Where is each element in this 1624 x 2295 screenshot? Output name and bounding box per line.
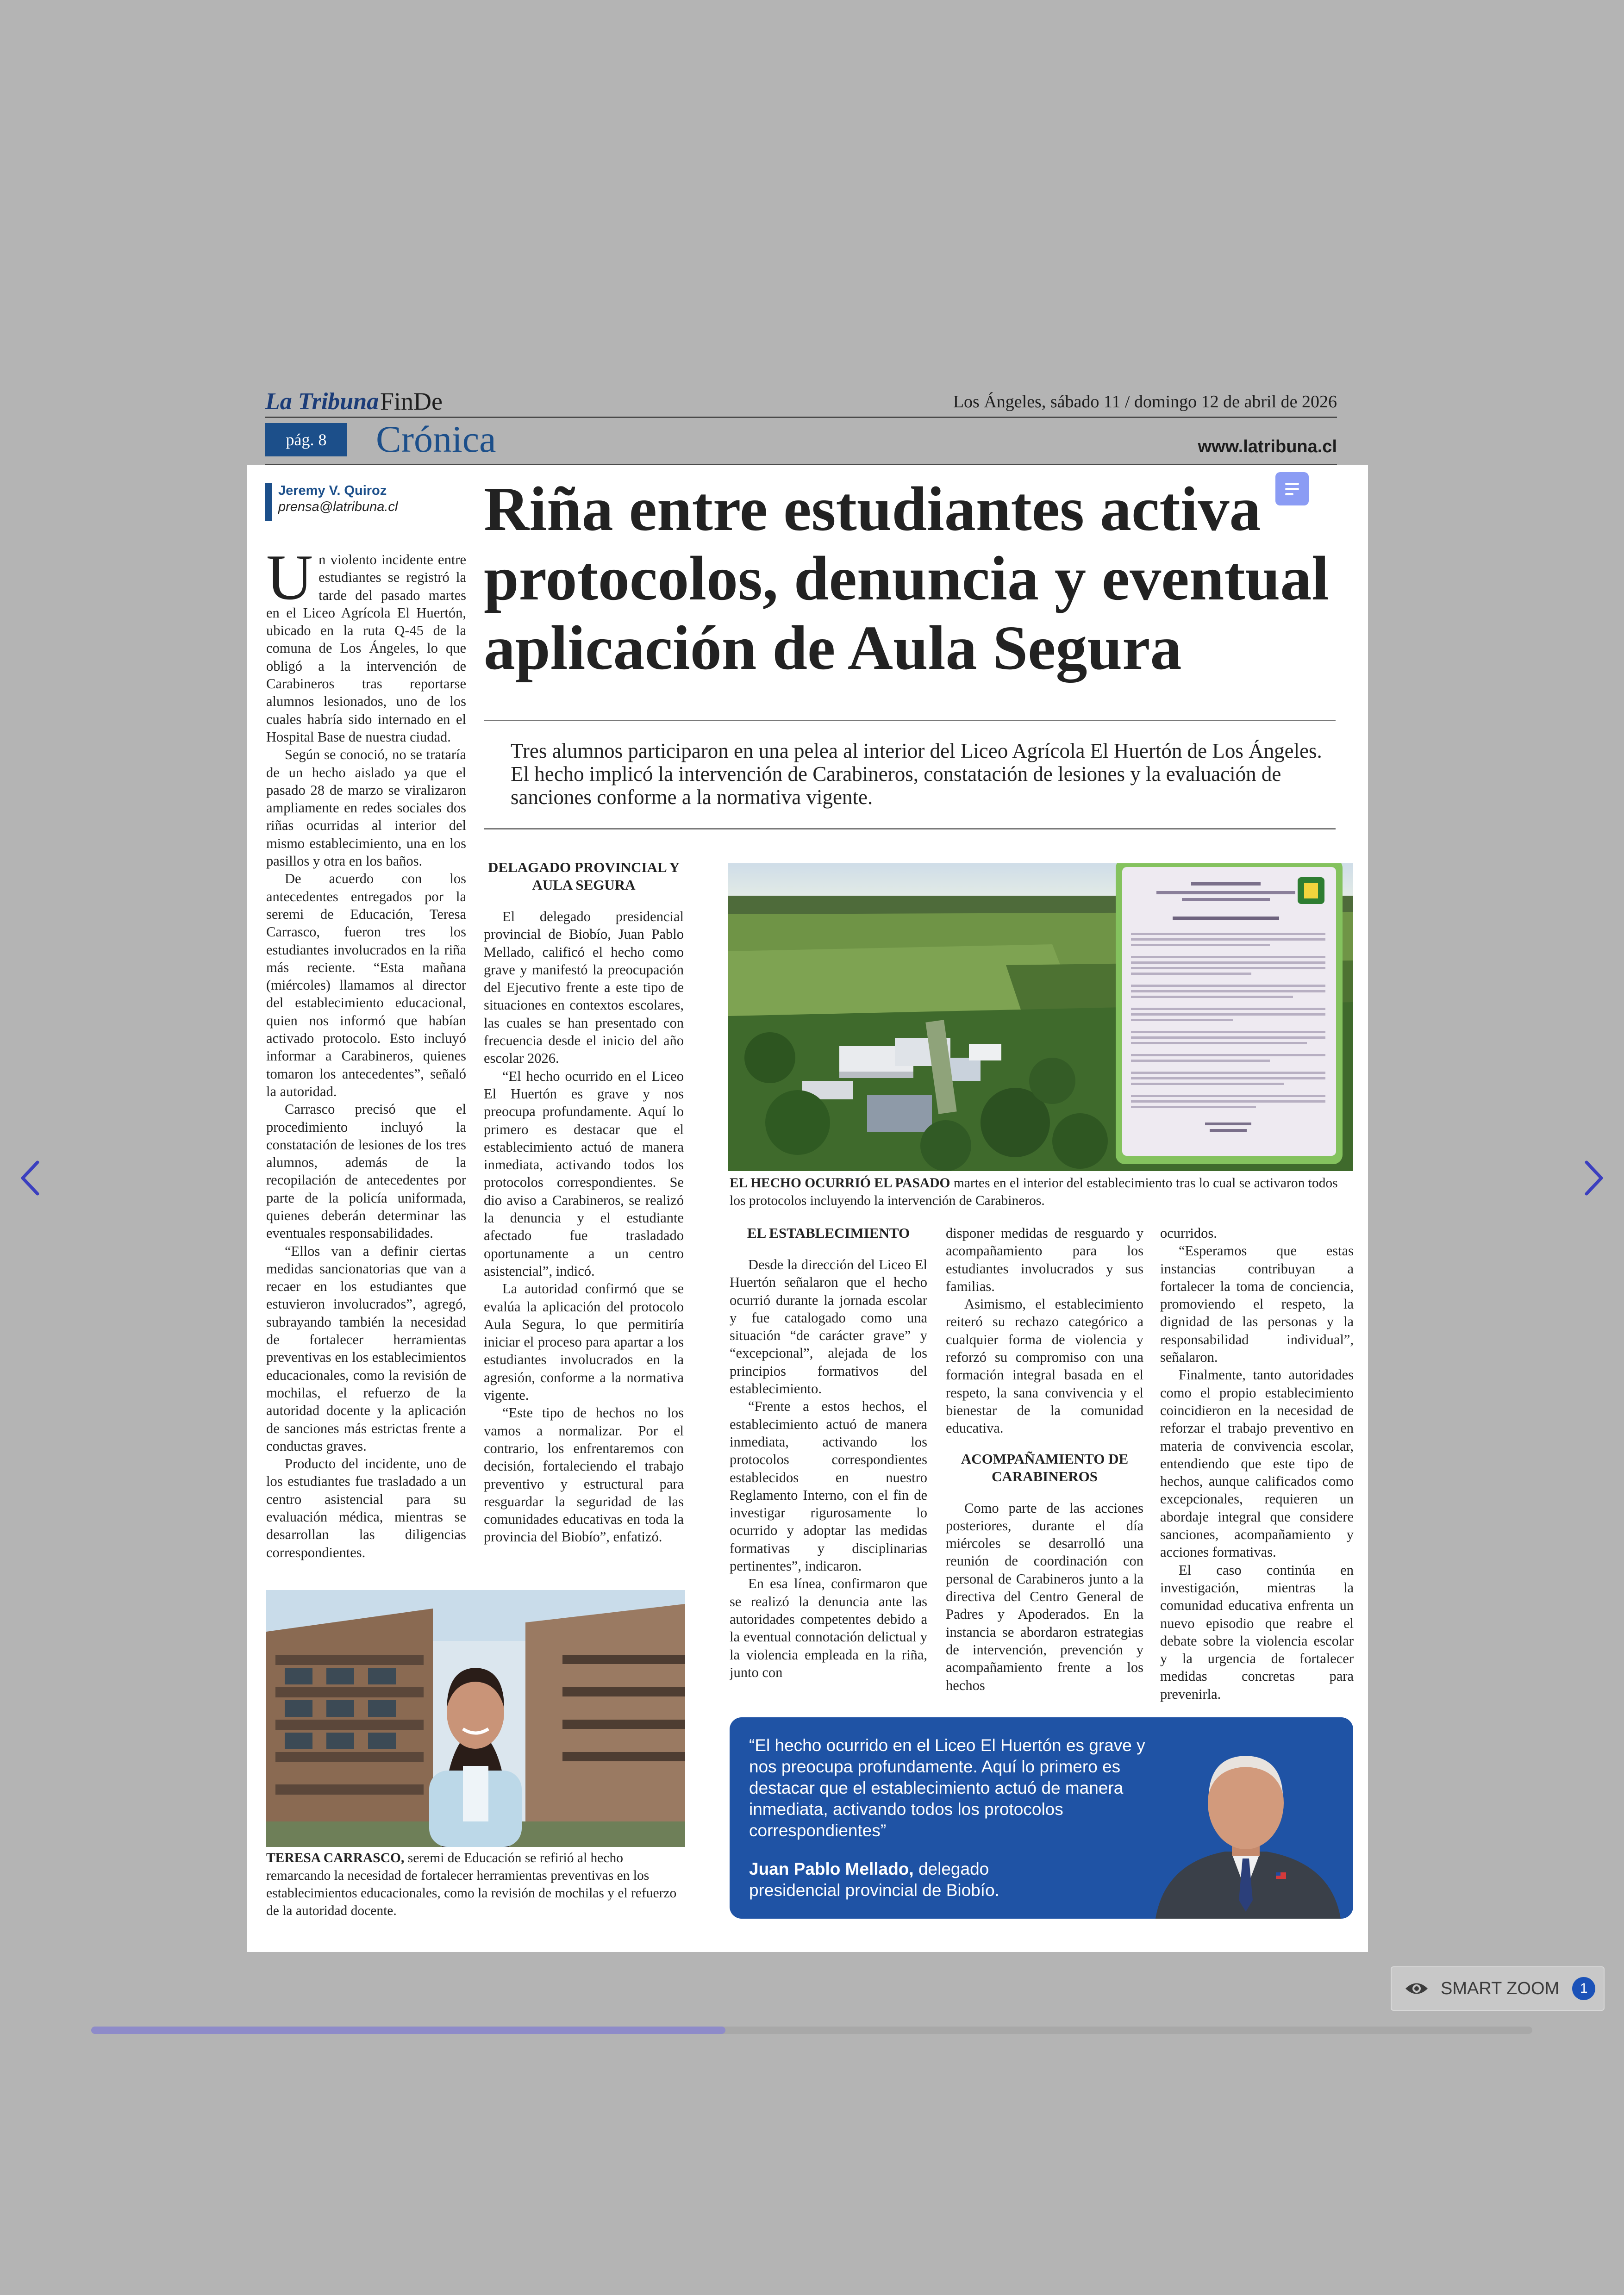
subheading: DELAGADO PROVINCIAL Y AULA SEGURA [488, 859, 680, 893]
aerial-photo [728, 863, 1353, 1171]
pull-quote-box [730, 1717, 1353, 1919]
paragraph: De acuerdo con los antecedentes entregados por la seremi de Educación, Teresa Carrasco, fueron tres los estudiantes involucrados en la riña más reciente. “Esta mañana (miércoles) llamamos al director del establecimiento educacional, quien nos informó que habían activado protocolo. Esto incluyó informar a Carabineros, quienes tomaron los antecedentes”, señaló la autoridad. [266, 871, 466, 1099]
page-number-tag: pág. 8 [265, 423, 347, 456]
paragraph: Según se conoció, no se trataría de un hecho aislado ya que el pasado 28 de marzo se viralizaron ampliamente en redes sociales dos riñas ocurridas al interior del mismo establecimiento, una en los pasillos y otra en los baños. [266, 747, 466, 869]
paragraph: n violento incidente entre estudiantes se registró la tarde del pasado martes en el Liceo Agrícola El Huertón, ubicado en la ruta Q-45 de la comuna de Los Ángeles, lo que obligó a la intervención de Carabineros tras reportarse alumnos lesionados, uno de los cuales habría sido internado en el Hospital Base de nuestra ciudad. [266, 552, 466, 745]
delegate-portrait [1137, 1724, 1353, 1919]
page-progress-fill [91, 2027, 725, 2034]
byline [265, 483, 398, 521]
smart-zoom-button[interactable] [1391, 1966, 1605, 2011]
eye-icon [1405, 1981, 1429, 1996]
pull-quote-attribution [749, 1858, 1073, 1901]
paragraph: Desde la dirección del Liceo El Huertón señalaron que el hecho ocurrió durante la jornada escolar y fue catalogado como una situación “de carácter grave” y “excepcional”, alejada de los principios formativos del establecimiento. [730, 1257, 927, 1397]
paragraph: ocurridos. [1160, 1225, 1217, 1241]
portrait-caption [266, 1849, 685, 1920]
subheading: ACOMPAÑAMIENTO DE CARABINEROS [961, 1450, 1129, 1484]
photo-caption-lead: EL HECHO OCURRIÓ EL PASADO [730, 1176, 950, 1191]
portrait-caption-text: seremi de Educación se refirió al hecho remarcando la necesidad de fortalecer herramientas preventivas en los establecimientos educacionales, como la revisión de mochilas y el refuerzo de la autoridad docente. [266, 1851, 677, 1918]
paragraph: Asimismo, el establecimiento reiteró su rechazo categórico a cualquier forma de violencia y reforzó su compromiso con una formación integral basada en el respeto, la sana convivencia y el bienestar de la comunidad educativa. [946, 1296, 1143, 1436]
pull-quote-role: delegado presidencial provincial de Biobío. [749, 1859, 999, 1900]
paragraph: “Ellos van a definir ciertas medidas sancionatorias que van a recaer en los estudiantes que estuvieron involucrados”, agregó, subrayando también la necesidad de fortalecer herramientas preventivas en los establecimientos educacionales, como la revisión de mochilas, el refuerzo de la autoridad docente y la aplicación de sanciones más estrictas frente a conductas graves. [266, 1243, 466, 1454]
paragraph: El delegado presidencial provincial de Biobío, Juan Pablo Mellado, calificó el hecho como grave y manifestó la preocupación del Ejecutivo frente a este tipo de situaciones en contextos escolares, las cuales se han presentado con frecuencia desde el inicio del año escolar 2026. [484, 909, 684, 1066]
portrait-caption-lead: TERESA CARRASCO, [266, 1851, 405, 1865]
headline-rule [484, 720, 1336, 721]
paragraph: Carrasco precisó que el procedimiento incluyó la constatación de lesiones de los tres alumnos, además de la recopilación de antecedentes por parte de la policía uniformada, quienes deberán determinar las eventuales responsabilidades. [266, 1101, 466, 1241]
website-url: www.latribuna.cl [1198, 437, 1337, 456]
paragraph: En esa línea, confirmaron que se realizó la denuncia ante las autoridades competentes debido a la eventual connotación delictual y la violencia empleada en la riña, junto con [730, 1576, 927, 1680]
chevron-left-icon [20, 1160, 40, 1197]
paragraph: Finalmente, tanto autoridades como el propio establecimiento coincidieron en la necesidad de reforzar el trabajo preventivo en materia de convivencia escolar, entendiendo que este tipo de hechos, aunque calificados como excepcionales, requieren un abordaje integral que considere sanciones, acompañamiento y acciones formativas. [1160, 1367, 1354, 1560]
subheading: EL ESTABLECIMIENTO [747, 1225, 910, 1241]
article-column-5 [1160, 1224, 1354, 1706]
supplement-name: FinDe [380, 387, 443, 415]
lede: Tres alumnos participaron en una pelea al interior del Liceo Agrícola El Huertón de Los Ángeles. El hecho implicó la intervención de Carabineros, constatación de lesiones y la evaluación de sanciones conforme a la normativa vigente. [511, 739, 1322, 809]
brand-logo: La Tribuna [265, 388, 379, 415]
photo-caption-text: martes en el interior del establecimiento tras lo cual se activaron todos los protocolos incluyendo la intervención de Carabineros. [730, 1176, 1338, 1208]
masthead [265, 388, 1337, 416]
note-icon[interactable] [1275, 472, 1309, 505]
drop-cap: U [266, 551, 313, 613]
author-name: Jeremy V. Quiroz [278, 483, 387, 498]
paragraph: “Frente a estos hechos, el establecimiento actuó de manera inmediata, activando los protocolos correspondientes establecidos en nuestro Reglamento Interno, con el fin de investigar rigurosamente lo ocurrido y adoptar las medidas formativas y disciplinarias pertinentes”, indicaron. [730, 1398, 927, 1574]
next-page-button[interactable] [1564, 1153, 1624, 1204]
aerial-photo-image [728, 863, 1353, 1171]
author-email: prensa@latribuna.cl [278, 499, 398, 514]
section-rule [265, 464, 1337, 465]
lede-rule [484, 828, 1336, 829]
section-title: Crónica [376, 418, 496, 460]
photo-caption [730, 1174, 1355, 1210]
paragraph: El caso continúa en investigación, mientras la comunidad educativa enfrenta un nuevo episodio que reabre el debate sobre la violencia escolar y la urgencia de fortalecer medidas concretas para prevenirla. [1160, 1562, 1354, 1702]
paragraph: Producto del incidente, uno de los estudiantes fue trasladado a un centro asistencial para su evaluación médica, mientras se desarrollan las diligencias correspondientes. [266, 1456, 466, 1560]
smart-zoom-count-badge: 1 [1572, 1977, 1595, 2000]
article-column-4 [946, 1224, 1143, 1706]
paragraph: “El hecho ocurrido en el Liceo El Huertón es grave y nos preocupa profundamente. Aquí lo primero es destacar que el establecimiento actuó de manera inmediata, activando todos los protocolos correspondientes. Se dio aviso a Carabineros, se realizó la denuncia y el estudiante afectado fue trasladado oportunamente a un centro asistencial”, indicó. [484, 1068, 684, 1279]
smart-zoom-label: SMART ZOOM [1441, 1978, 1560, 1998]
article-column-2 [484, 859, 684, 1574]
newspaper-page [247, 465, 1368, 1952]
headline: Riña entre estudiantes activa protocolos, denuncia y eventual aplicación de Aula Segura [484, 474, 1330, 683]
paragraph: La autoridad confirmó que se evalúa la aplicación del protocolo Aula Segura, lo que permitiría iniciar el proceso para apartar a los estudiantes involucrados en la agresión, conforme a la normativa vigente. [484, 1281, 684, 1403]
article-column-3 [730, 1224, 927, 1706]
paragraph: “Este tipo de hechos no los vamos a normalizar. Por el contrario, los enfrentaremos con decisión, fortaleciendo el trabajo preventivo y estructural para resguardar la seguridad de las comunidades educativas en toda la provincia del Biobío”, enfatizó. [484, 1405, 684, 1545]
paragraph: disponer medidas de resguardo y acompañamiento para los estudiantes involucrados y sus familias. [946, 1225, 1143, 1294]
pull-quote-text: “El hecho ocurrido en el Liceo El Huertón es grave y nos preocupa profundamente. Aquí lo primero es destacar que el establecimiento actuó de manera inmediata, activando todos los protocolos correspondientes” [749, 1736, 1145, 1840]
previous-page-button[interactable] [0, 1153, 60, 1204]
portrait-photo [266, 1590, 685, 1847]
dateline: Los Ángeles, sábado 11 / domingo 12 de abril de 2026 [953, 392, 1337, 412]
article-column-1 [266, 551, 466, 1572]
chevron-right-icon [1584, 1160, 1604, 1197]
paragraph: Como parte de las acciones posteriores, durante el día miércoles se desarrolló una reunión de coordinación con personal de Carabineros junto a la directiva del Centro General de Padres y Apoderados. En la instancia se abordaron estrategias de intervención, prevención y acompañamiento frente a los hechos [946, 1500, 1143, 1693]
portrait-image [266, 1590, 685, 1847]
pull-quote-name: Juan Pablo Mellado, [749, 1859, 914, 1878]
paragraph: “Esperamos que estas instancias contribuyan a fortalecer la toma de conciencia, promoviendo el respeto, la dignidad de las personas y la responsabilidad individual”, señalaron. [1160, 1243, 1354, 1366]
